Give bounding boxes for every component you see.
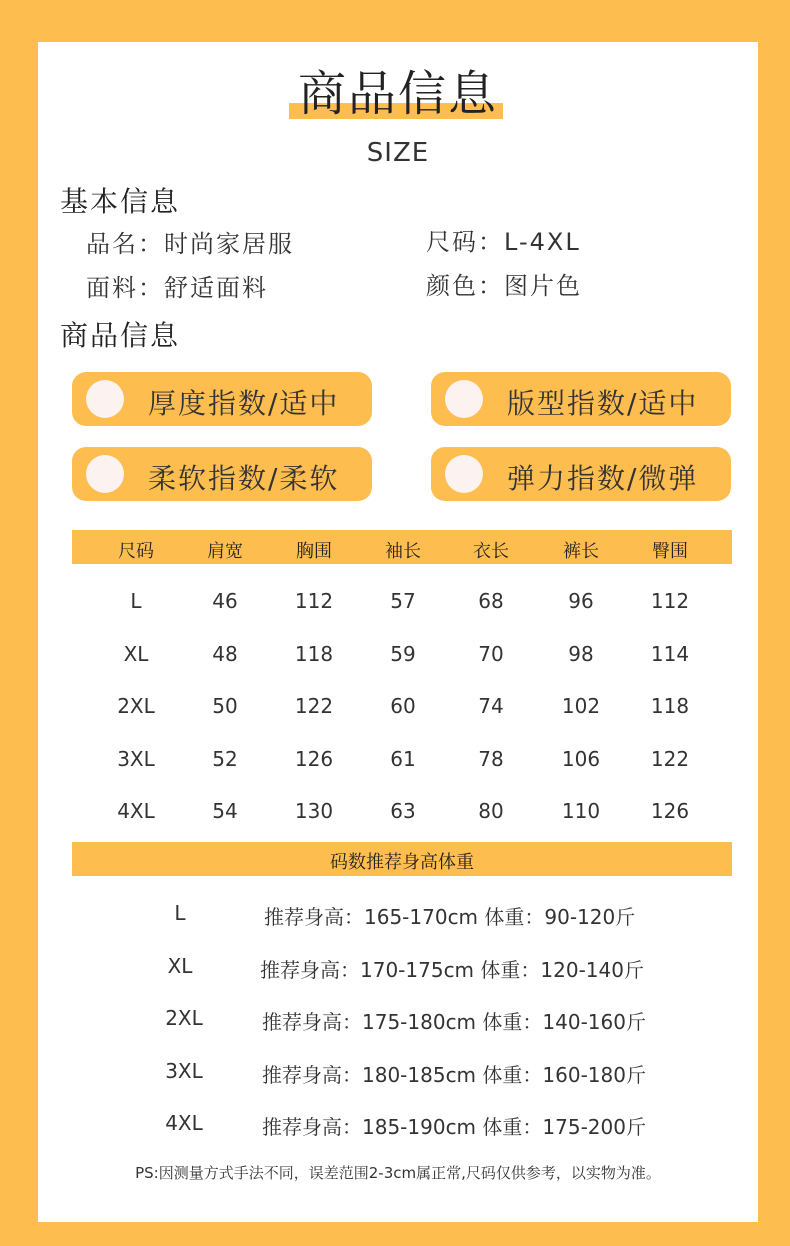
recommend-size: XL bbox=[167, 954, 193, 978]
table-cell: 46 bbox=[212, 589, 238, 613]
page-title: 商品信息 bbox=[297, 66, 498, 122]
recommend-size: 2XL bbox=[165, 1006, 203, 1030]
table-cell: 52 bbox=[212, 747, 238, 771]
table-cell: 126 bbox=[294, 747, 334, 771]
table-cell: 3XL bbox=[117, 747, 155, 771]
table-cell: 54 bbox=[212, 799, 238, 823]
table-cell: 114 bbox=[650, 642, 690, 666]
table-cell: 61 bbox=[390, 747, 416, 771]
pill-label: 厚度指数/适中 bbox=[148, 387, 340, 420]
table-row bbox=[38, 747, 758, 777]
recommend-text: 推荐身高：170-175cm 体重：120-140斤 bbox=[260, 958, 644, 982]
col-header: 尺码 bbox=[118, 541, 154, 562]
col-header: 臀围 bbox=[652, 541, 688, 562]
col-header: 胸围 bbox=[296, 541, 332, 562]
product-fabric: 面料：舒适面料 bbox=[86, 274, 268, 302]
pill-dot bbox=[445, 380, 483, 418]
table-cell: 80 bbox=[478, 799, 504, 823]
recommend-text: 推荐身高：175-180cm 体重：140-160斤 bbox=[262, 1010, 646, 1034]
fit-pill bbox=[431, 372, 731, 426]
product-color: 颜色：图片色 bbox=[426, 272, 582, 300]
recommend-size: 4XL bbox=[165, 1111, 203, 1135]
table-cell: 96 bbox=[568, 589, 594, 613]
table-cell: 118 bbox=[294, 642, 334, 666]
table-row bbox=[38, 589, 758, 619]
col-header: 衣长 bbox=[473, 541, 509, 562]
pill-label: 柔软指数/柔软 bbox=[148, 462, 340, 495]
recommend-header bbox=[72, 842, 732, 876]
table-cell: L bbox=[130, 589, 142, 613]
table-row bbox=[38, 642, 758, 672]
table-cell: 60 bbox=[390, 694, 416, 718]
recommend-text: 推荐身高：180-185cm 体重：160-180斤 bbox=[262, 1063, 646, 1087]
table-cell: 57 bbox=[390, 589, 416, 613]
page-subtitle: SIZE bbox=[366, 138, 430, 168]
elasticity-pill bbox=[431, 447, 731, 501]
table-cell: 98 bbox=[568, 642, 594, 666]
table-cell: 112 bbox=[650, 589, 690, 613]
table-cell: 126 bbox=[650, 799, 690, 823]
table-cell: 106 bbox=[561, 747, 601, 771]
table-cell: 68 bbox=[478, 589, 504, 613]
table-cell: 78 bbox=[478, 747, 504, 771]
table-cell: 63 bbox=[390, 799, 416, 823]
table-cell: 2XL bbox=[117, 694, 155, 718]
col-header: 肩宽 bbox=[207, 541, 243, 562]
recommend-text: 推荐身高：165-170cm 体重：90-120斤 bbox=[264, 905, 636, 929]
table-cell: 4XL bbox=[117, 799, 155, 823]
table-cell: 118 bbox=[650, 694, 690, 718]
table-cell: 59 bbox=[390, 642, 416, 666]
pill-dot bbox=[86, 380, 124, 418]
table-cell: 122 bbox=[650, 747, 690, 771]
product-name: 品名：时尚家居服 bbox=[86, 230, 294, 258]
basic-info-heading: 基本信息 bbox=[60, 185, 181, 218]
thickness-pill bbox=[72, 372, 372, 426]
measurement-note: PS:因测量方式手法不同，误差范围2-3cm属正常,尺码仅供参考，以实物为准。 bbox=[135, 1164, 661, 1182]
info-card bbox=[38, 42, 758, 1222]
table-row bbox=[38, 799, 758, 829]
col-header: 裤长 bbox=[563, 541, 599, 562]
table-cell: XL bbox=[123, 642, 149, 666]
product-size-range: 尺码：L-4XL bbox=[426, 228, 581, 256]
recommend-size: L bbox=[174, 901, 186, 925]
table-cell: 70 bbox=[478, 642, 504, 666]
recommend-text: 推荐身高：185-190cm 体重：175-200斤 bbox=[262, 1115, 646, 1139]
table-cell: 102 bbox=[561, 694, 601, 718]
table-cell: 74 bbox=[478, 694, 504, 718]
size-table-header bbox=[72, 530, 732, 564]
pill-label: 弹力指数/微弹 bbox=[507, 462, 699, 495]
table-cell: 112 bbox=[294, 589, 334, 613]
pill-dot bbox=[86, 455, 124, 493]
recommend-size: 3XL bbox=[165, 1059, 203, 1083]
softness-pill bbox=[72, 447, 372, 501]
pill-dot bbox=[445, 455, 483, 493]
col-header: 袖长 bbox=[385, 541, 421, 562]
pill-label: 版型指数/适中 bbox=[507, 387, 699, 420]
table-cell: 130 bbox=[294, 799, 334, 823]
recommend-title: 码数推荐身高体重 bbox=[330, 852, 474, 873]
table-cell: 110 bbox=[561, 799, 601, 823]
table-cell: 122 bbox=[294, 694, 334, 718]
table-row bbox=[38, 694, 758, 724]
table-cell: 50 bbox=[212, 694, 238, 718]
table-cell: 48 bbox=[212, 642, 238, 666]
product-info-heading: 商品信息 bbox=[60, 319, 181, 352]
